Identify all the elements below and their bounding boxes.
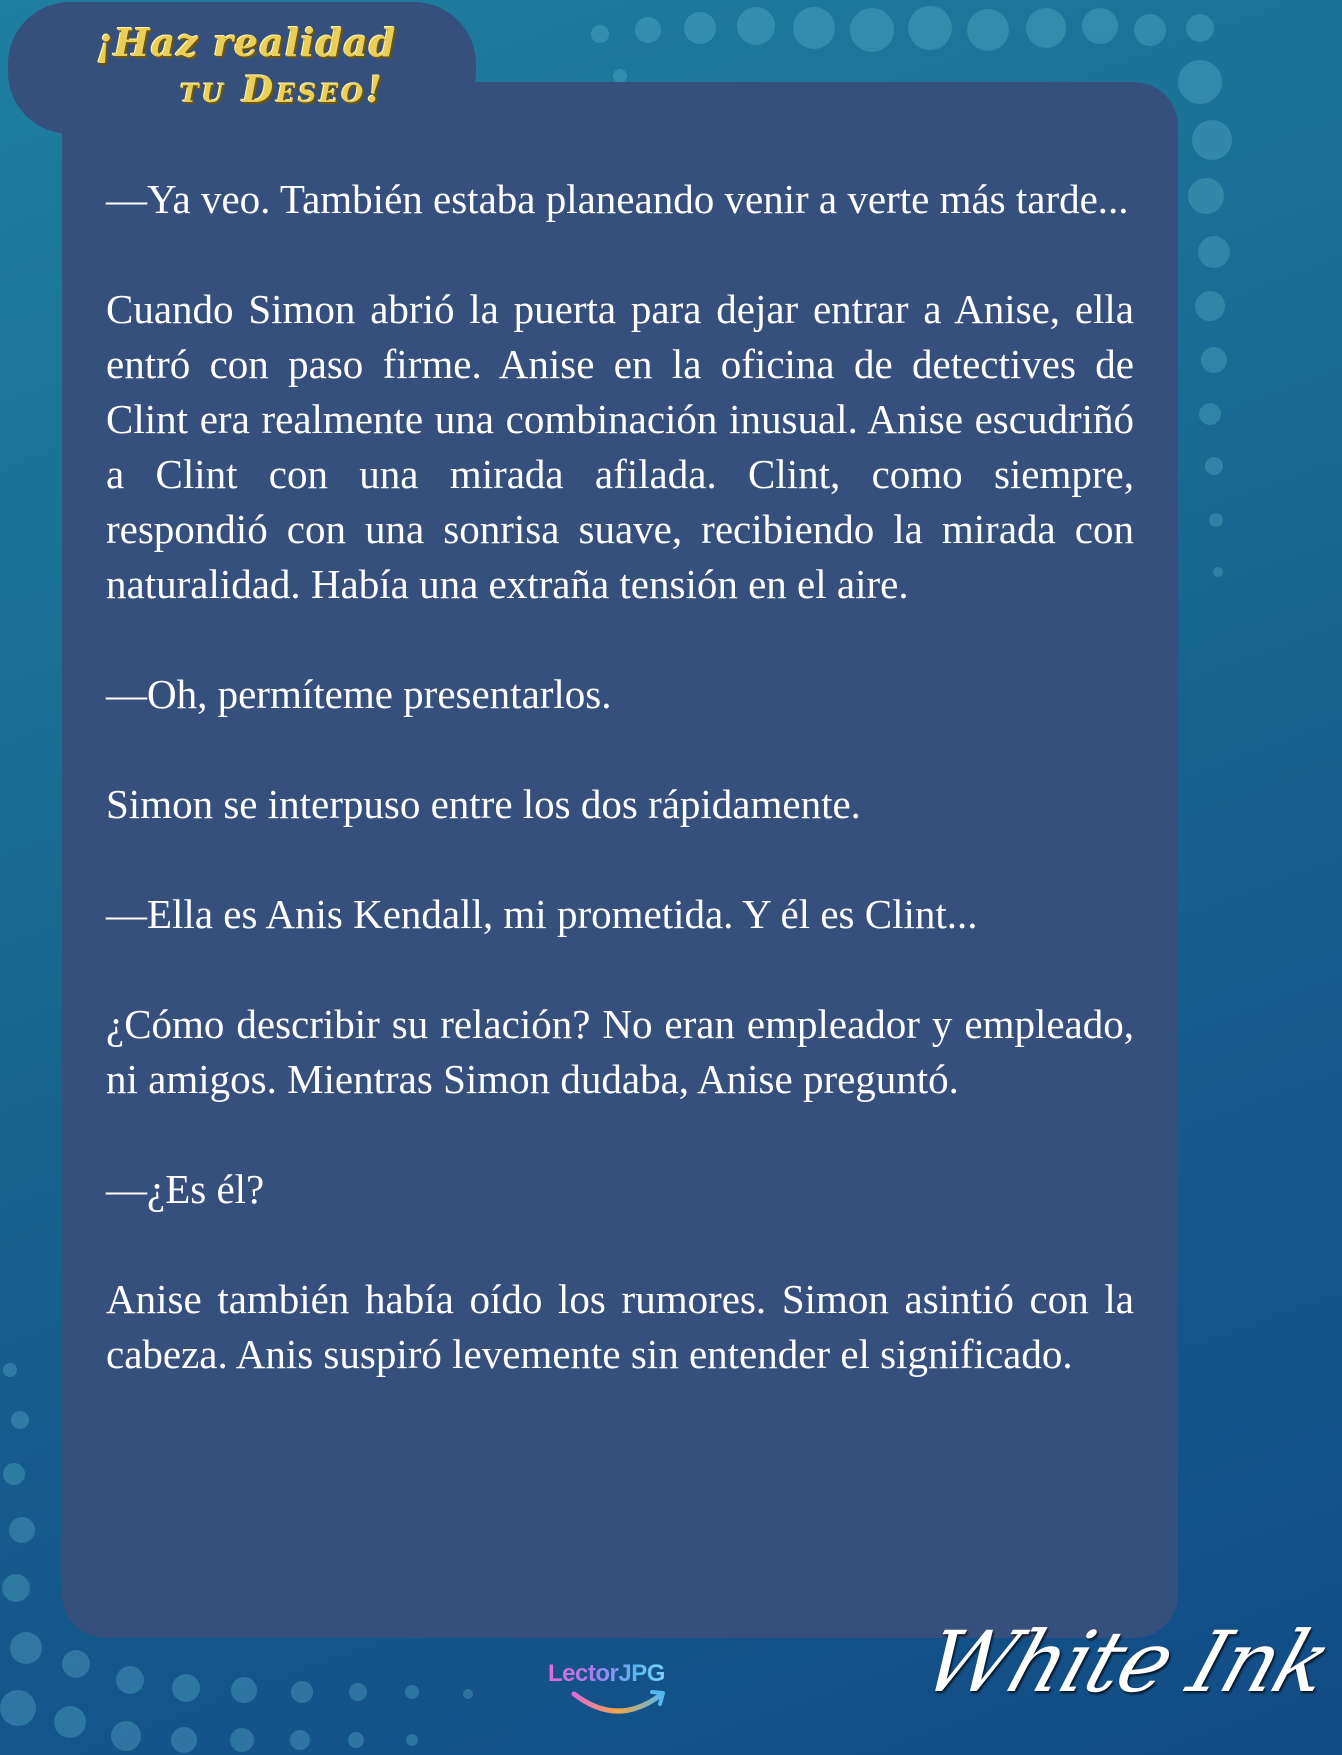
signature-text: White Ink <box>912 1613 1342 1711</box>
logo-line1: ¡Haz realidad <box>96 20 397 65</box>
paragraph: —Ella es Anis Kendall, mi prometida. Y él es Clint... <box>106 891 978 937</box>
paragraph: Cuando Simon abrió la puerta para dejar entrar a Anise, ella entró con paso firme. Anise en la oficina de detectives de Clint era realmente una combinación inusual. Anise escudriñó a Clint con una mirada afilada. Clint, como siempre, respondió con una sonrisa suave, recibiendo la mirada con naturalidad. Había una extraña tensión en el aire. <box>106 286 1134 607</box>
lectorjpg-logo-text: LectorJPG <box>548 1660 665 1687</box>
white-ink-signature <box>912 1613 1342 1734</box>
paragraph: ¿Cómo describir su relación? No eran empleador y empleado, ni amigos. Mientras Simon dudaba, Anise preguntó. <box>106 1001 1134 1102</box>
lectorjpg-logo <box>538 1660 698 1722</box>
paragraph: —Ya veo. También estaba planeando venir a verte más tarde... <box>106 176 1129 222</box>
haz-realidad-logo <box>96 20 397 124</box>
paragraph: Simon se interpuso entre los dos rápidamente. <box>106 781 861 827</box>
logo-line2: tu Deseo! <box>180 69 385 111</box>
paragraph: Anise también había oído los rumores. Simon asintió con la cabeza. Anis suspiró levemente sin entender el significado. <box>106 1276 1134 1377</box>
paragraph: —Oh, permíteme presentarlos. <box>106 671 612 717</box>
smile-arrow-icon <box>566 1686 670 1722</box>
story-text <box>106 172 1134 1382</box>
paragraph: —¿Es él? <box>106 1166 265 1212</box>
